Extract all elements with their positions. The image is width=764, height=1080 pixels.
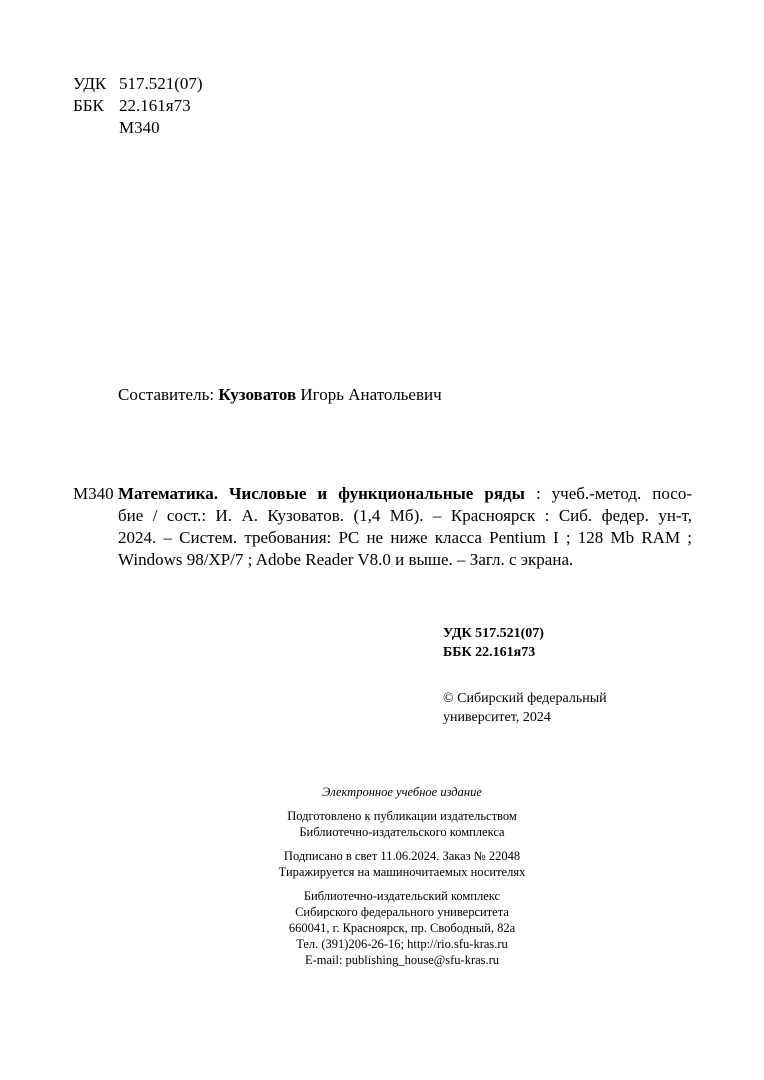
udk-row [73, 73, 203, 95]
author-mark: М340 [119, 118, 160, 137]
record-line-1 [118, 483, 692, 505]
udk-key: УДК [73, 74, 107, 93]
compiler-line [118, 384, 442, 406]
copyright-line-1: © Сибирский федеральный [443, 691, 607, 706]
record-line-2: бие / сост.: И. А. Кузоватов. (1,4 Мб). – Красноярск : Сиб. федер. ун-т, [118, 506, 692, 525]
compiler-label: Составитель: [118, 385, 215, 404]
media-line: Тиражируется на машиночитаемых носителях [278, 865, 526, 879]
udk-value: 517.521(07) [119, 74, 203, 93]
phone-line: Тел. (391)206-26-16; http://rio.sfu-kras.ru [296, 937, 508, 951]
right-udk: УДК 517.521(07) [443, 626, 544, 641]
email-line: E-mail: publishing_house@sfu-kras.ru [304, 953, 500, 967]
copyright-block [443, 689, 607, 727]
bbk-key: ББК [73, 96, 104, 115]
edition-type: Электронное учебное издание [322, 785, 482, 799]
compiler-given-name: Игорь Анатольевич [300, 385, 442, 404]
record-line-1-rest: : учеб.-метод. посо- [535, 484, 693, 503]
bbk-value: 22.161я73 [119, 96, 191, 115]
record-code: М340 [73, 484, 114, 503]
prepared-line-1: Подготовлено к публикации издательством [287, 809, 517, 823]
signed-line: Подписано в свет 11.06.2024. Заказ № 22048 [283, 849, 521, 863]
prepared-line-2: Библиотечно-издательского комплекса [299, 825, 505, 839]
compiler-surname: Кузоватов [218, 385, 297, 404]
record-line-3: 2024. – Систем. требования: PC не ниже класса Pentium I ; 128 Mb RAM ; [118, 528, 692, 547]
bbk-row [73, 95, 203, 117]
record-title: Математика. Числовые и функциональные ряды [118, 484, 525, 503]
address-line: 660041, г. Красноярск, пр. Свободный, 82а [288, 921, 516, 935]
publisher-line-2: Сибирского федерального университета [295, 905, 509, 919]
publisher-line-1: Библиотечно-издательский комплекс [303, 889, 501, 903]
author-mark-row [73, 117, 203, 139]
right-bbk: ББК 22.161я73 [443, 645, 536, 660]
right-classification [443, 624, 544, 662]
classification-block [73, 73, 203, 139]
record-line-4: Windows 98/XP/7 ; Adobe Reader V8.0 и выше. – Загл. с экрана. [118, 550, 574, 569]
imprint-block [152, 784, 652, 968]
bibliographic-record [118, 483, 692, 571]
copyright-line-2: университет, 2024 [443, 710, 551, 725]
